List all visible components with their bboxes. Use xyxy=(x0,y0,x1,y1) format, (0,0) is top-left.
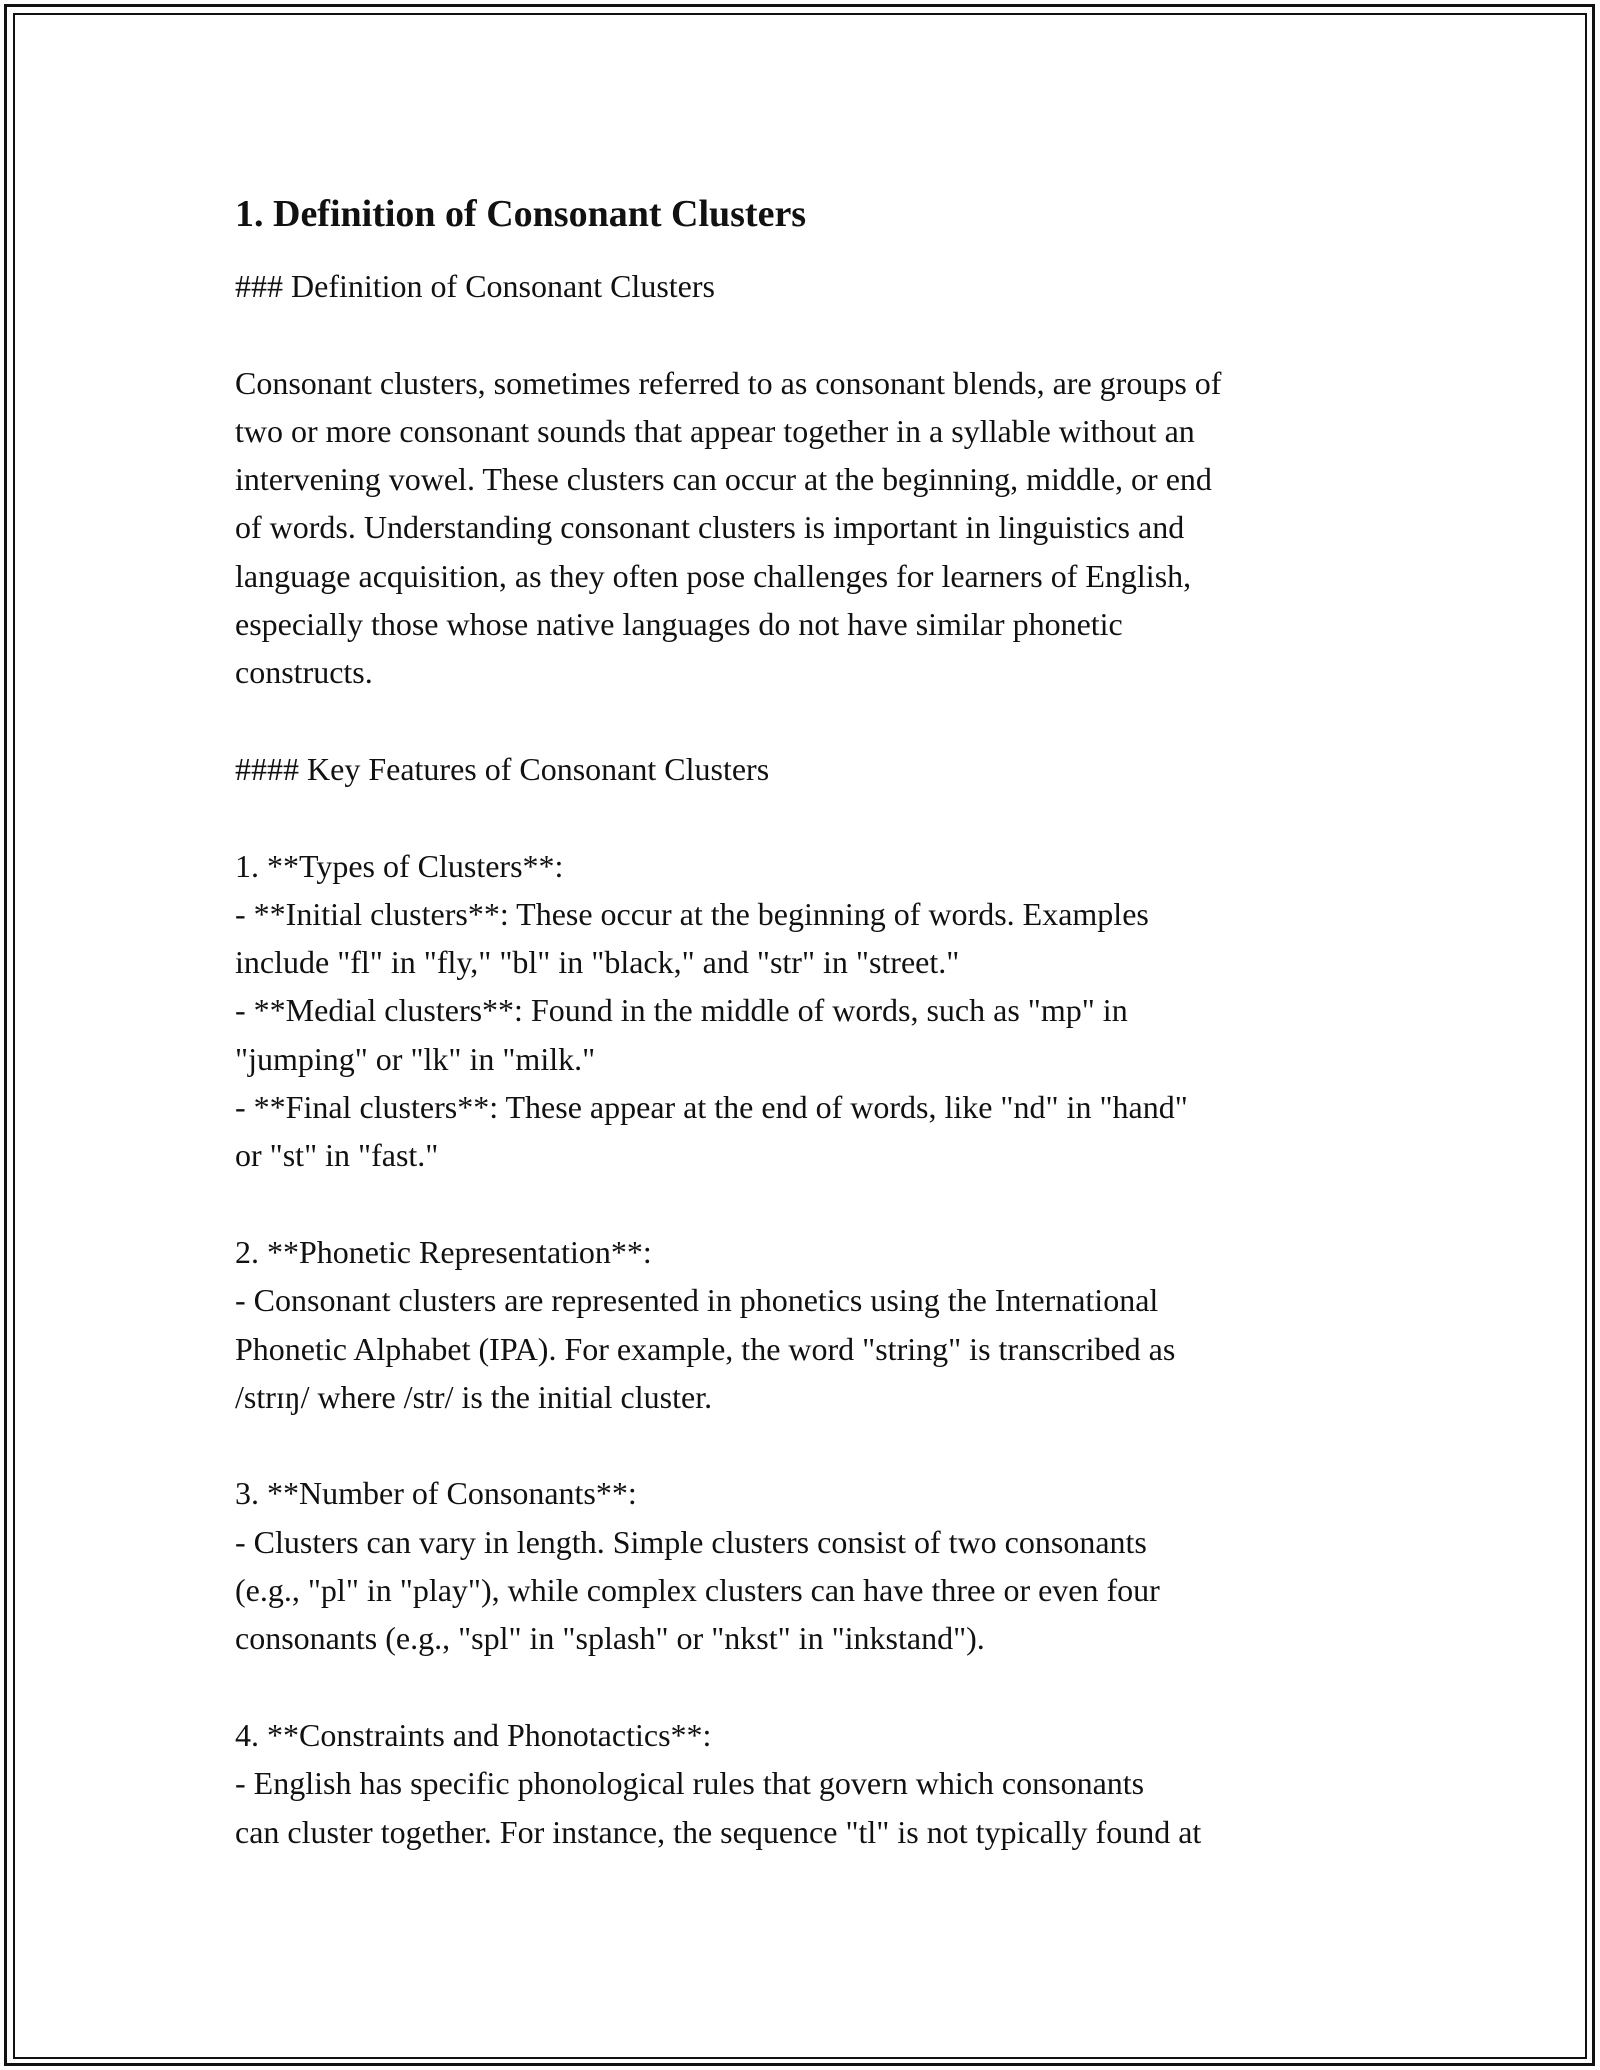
intro-paragraph: Consonant clusters, sometimes referred to as consonant blends, are groups of two or more consonant sounds that appear together in a syllable without an intervening vowel. These clusters can occur at the beginning, middle, or end of words. Understanding consonant clusters is important in linguistics and language acquisition, as they often pose challenges for learners of English, especially those whose native languages do not have similar phonetic constructs. xyxy=(235,364,1222,691)
features-heading: #### Key Features of Consonant Clusters xyxy=(235,750,770,787)
feature-item-types: 1. **Types of Clusters**: - **Initial clusters**: These occur at the beginning of words. Examples include "fl" in "fly," "bl" in "black," and "str" in "street." - **Medial clusters**: Found in the middle of words, such as "mp" in "jumping" or "lk" in "milk." - **Final clusters**: These appear at the end of words, like "nd" in "hand" or "st" in "fast." xyxy=(235,847,1188,1174)
feature-item-number: 3. **Number of Consonants**: - Clusters can vary in length. Simple clusters consist of two consonants (e.g., "pl" in "play"), while complex clusters can have three or even four consonants (e.g., "spl" in "splash" or "nkst" in "inkstand"). xyxy=(235,1475,1160,1657)
document-page xyxy=(235,190,1385,1856)
section-subheading: ### Definition of Consonant Clusters xyxy=(235,268,715,304)
feature-item-phonetic: 2. **Phonetic Representation**: - Consonant clusters are represented in phonetics using the International Phonetic Alphabet (IPA). For example, the word "string" is transcribed as /strɪŋ/ where /str/ is the initial cluster. xyxy=(235,1233,1176,1415)
document-title: 1. Definition of Consonant Clusters xyxy=(235,193,807,235)
feature-item-constraints: 4. **Constraints and Phonotactics**: - English has specific phonological rules that govern which consonants can cluster together. For instance, the sequence "tl" is not typically found at xyxy=(235,1716,1202,1850)
